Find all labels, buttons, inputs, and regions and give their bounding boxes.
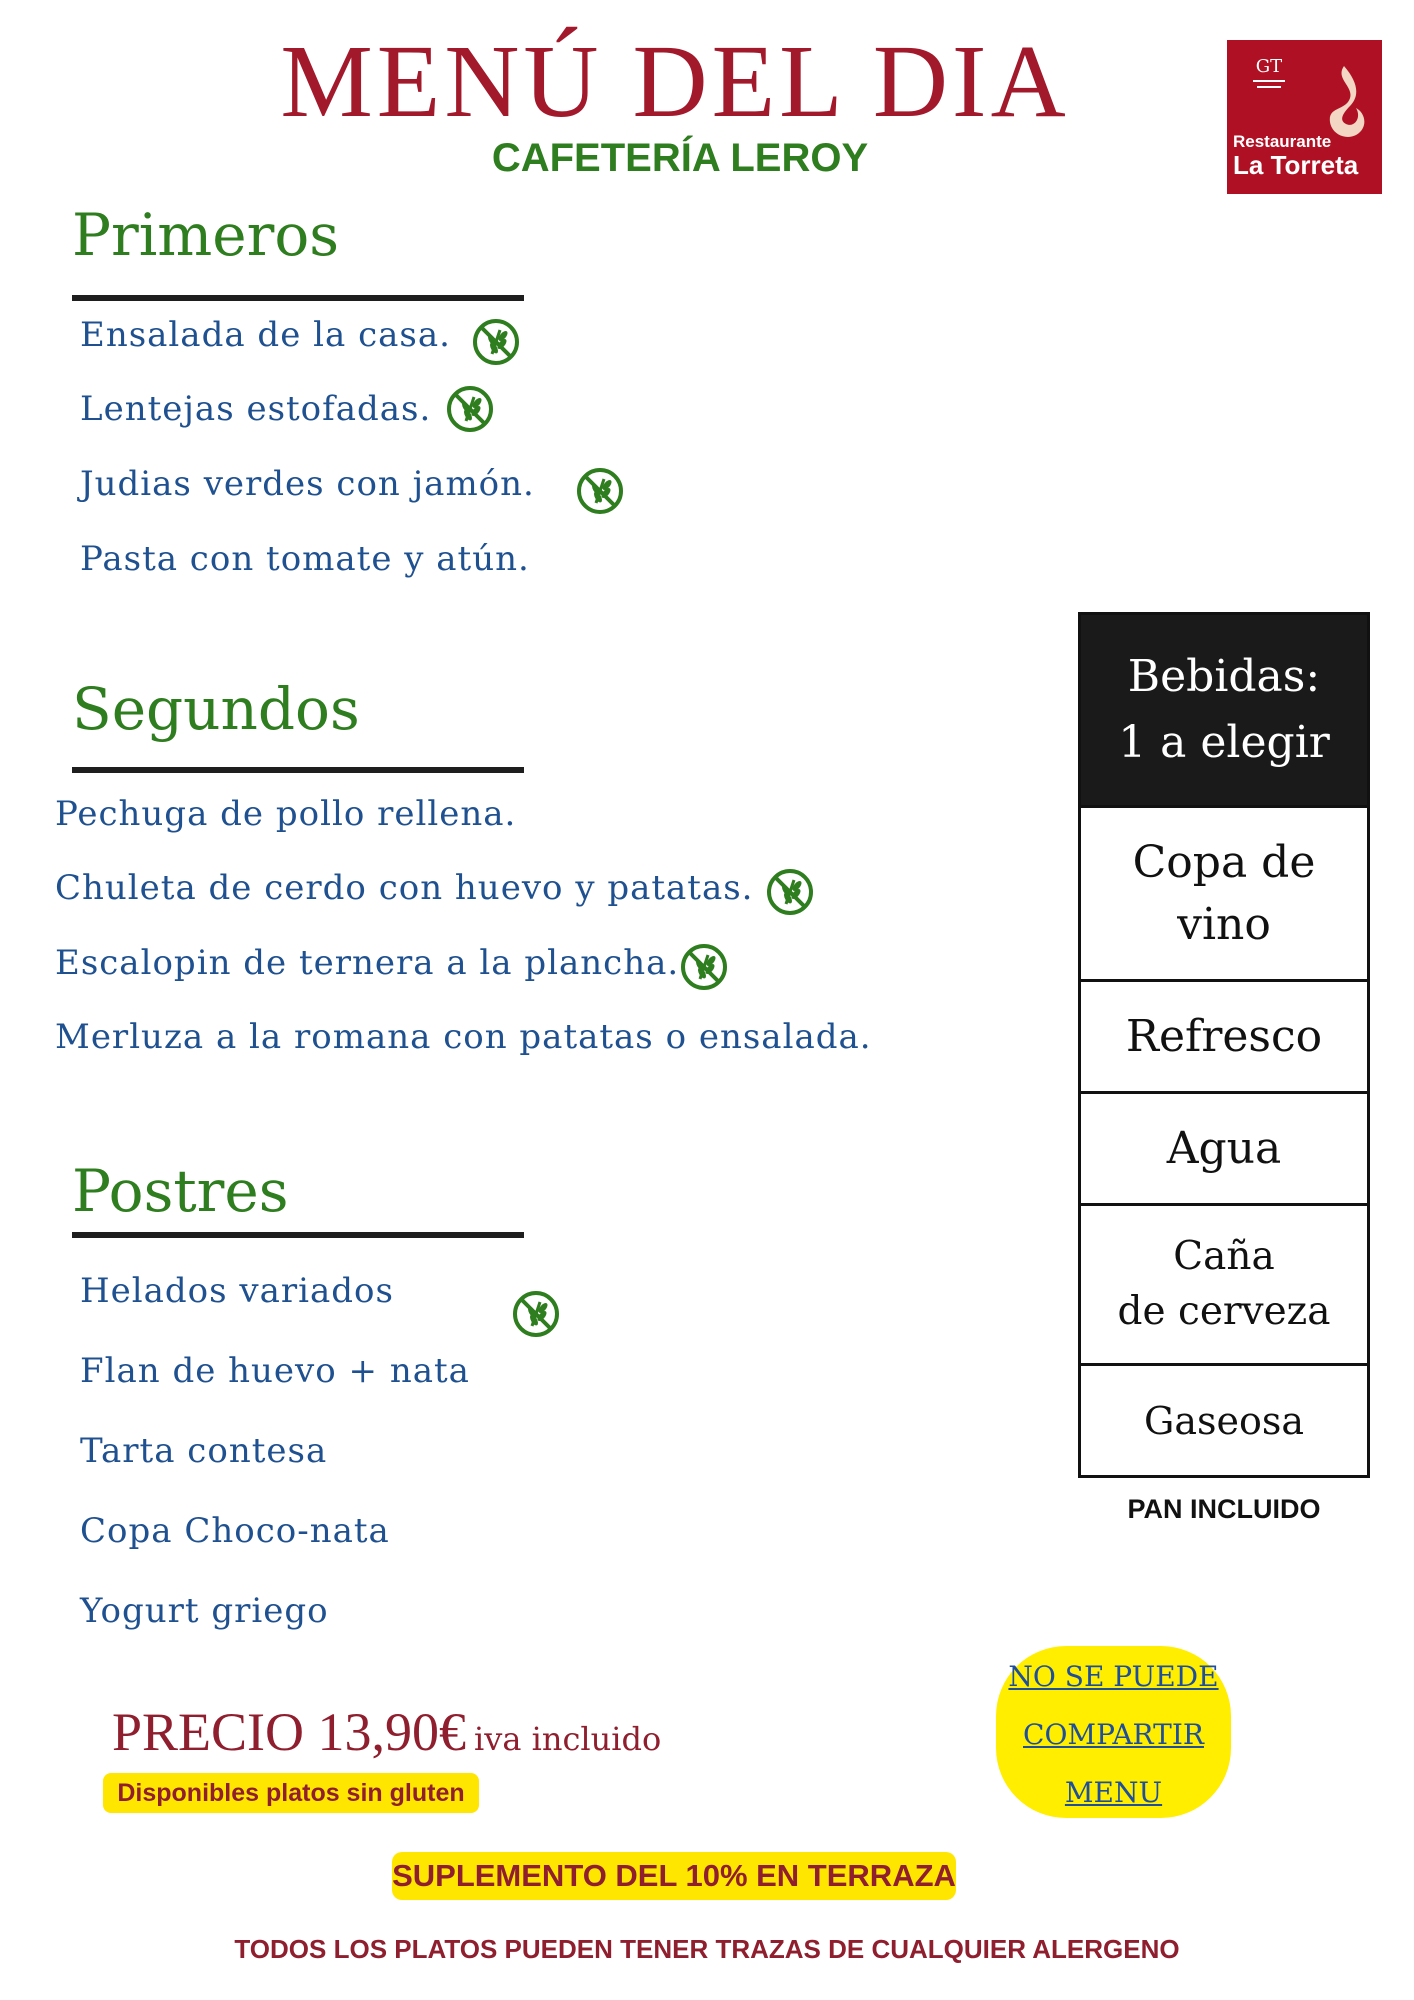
primeros-heading: Primeros — [72, 201, 340, 269]
menu-item: Ensalada de la casa. — [80, 315, 451, 355]
bebida-label: Caña — [1173, 1233, 1275, 1279]
restaurant-logo — [1227, 40, 1382, 194]
price — [112, 1702, 662, 1762]
gluten-free-badge: Disponibles platos sin gluten — [103, 1773, 479, 1813]
bebida-label: Gaseosa — [1143, 1398, 1305, 1443]
bebida-label: Copa de — [1132, 836, 1316, 888]
menu-item: Escalopin de ternera a la plancha. — [55, 943, 680, 983]
menu-item: Pechuga de pollo rellena. — [55, 794, 517, 834]
menu-item: Copa Choco-nata — [80, 1511, 390, 1551]
gluten-free-icon — [446, 385, 494, 433]
bebida-label: de cerveza — [1117, 1288, 1331, 1334]
logo-monogram-icon — [1249, 50, 1289, 96]
gluten-free-icon — [576, 467, 624, 515]
segundos-divider — [72, 767, 524, 773]
logo-line1: Restaurante — [1233, 131, 1332, 151]
menu-item: Lentejas estofadas. — [80, 389, 432, 429]
bebida-label: vino — [1177, 898, 1271, 950]
no-share-notice — [996, 1646, 1231, 1818]
primeros-divider — [72, 295, 524, 301]
gluten-free-icon — [680, 943, 728, 991]
bebida-item — [1081, 1206, 1367, 1366]
share-line3: MENU — [1064, 1776, 1163, 1809]
postres-divider — [72, 1232, 524, 1238]
bebida-item — [1081, 982, 1367, 1094]
menu-item: Helados variados — [80, 1271, 394, 1311]
share-line1: NO SE PUEDE — [1008, 1660, 1219, 1693]
price-label: PRECIO 13,90€ — [112, 1702, 467, 1762]
bebida-item — [1081, 1366, 1367, 1475]
bebidas-heading — [1081, 615, 1367, 808]
terraza-surcharge-banner: SUPLEMENTO DEL 10% EN TERRAZA — [392, 1852, 956, 1900]
menu-item: Tarta contesa — [80, 1431, 328, 1471]
bebida-label: Refresco — [1125, 1011, 1323, 1062]
bebida-item — [1081, 808, 1367, 982]
logo-line2: La Torreta — [1233, 150, 1359, 181]
gluten-free-icon — [766, 868, 814, 916]
cafeteria-name: CAFETERÍA LEROY — [491, 136, 869, 180]
menu-item: Flan de huevo + nata — [80, 1351, 470, 1391]
gluten-free-icon — [472, 318, 520, 366]
menu-item: Merluza a la romana con patatas o ensalada. — [55, 1017, 872, 1057]
iva-note: iva incluido — [474, 1720, 662, 1758]
pan-incluido-note: PAN INCLUIDO — [1127, 1494, 1321, 1524]
share-line2: COMPARTIR — [1023, 1718, 1204, 1751]
postres-heading: Postres — [72, 1157, 289, 1225]
menu-item: Judias verdes con jamón. — [80, 464, 535, 504]
svg-text:GT: GT — [1255, 56, 1283, 77]
bebidas-table — [1078, 612, 1370, 1478]
bebidas-heading-line1: Bebidas: — [1127, 651, 1321, 702]
allergen-notice: TODOS LOS PLATOS PUEDEN TENER TRAZAS DE CUALQUIER ALERGENO — [234, 1934, 1180, 1964]
menu-title: MENÚ DEL DIA — [280, 24, 1070, 139]
segundos-heading: Segundos — [72, 675, 360, 743]
bebida-label: Agua — [1166, 1123, 1282, 1174]
menu-item: Yogurt griego — [80, 1591, 329, 1631]
gluten-free-icon — [512, 1290, 560, 1338]
bebidas-heading-line2: 1 a elegir — [1118, 717, 1330, 768]
bebida-item — [1081, 1094, 1367, 1206]
menu-item: Pasta con tomate y atún. — [80, 539, 530, 579]
menu-item: Chuleta de cerdo con huevo y patatas. — [55, 868, 754, 908]
